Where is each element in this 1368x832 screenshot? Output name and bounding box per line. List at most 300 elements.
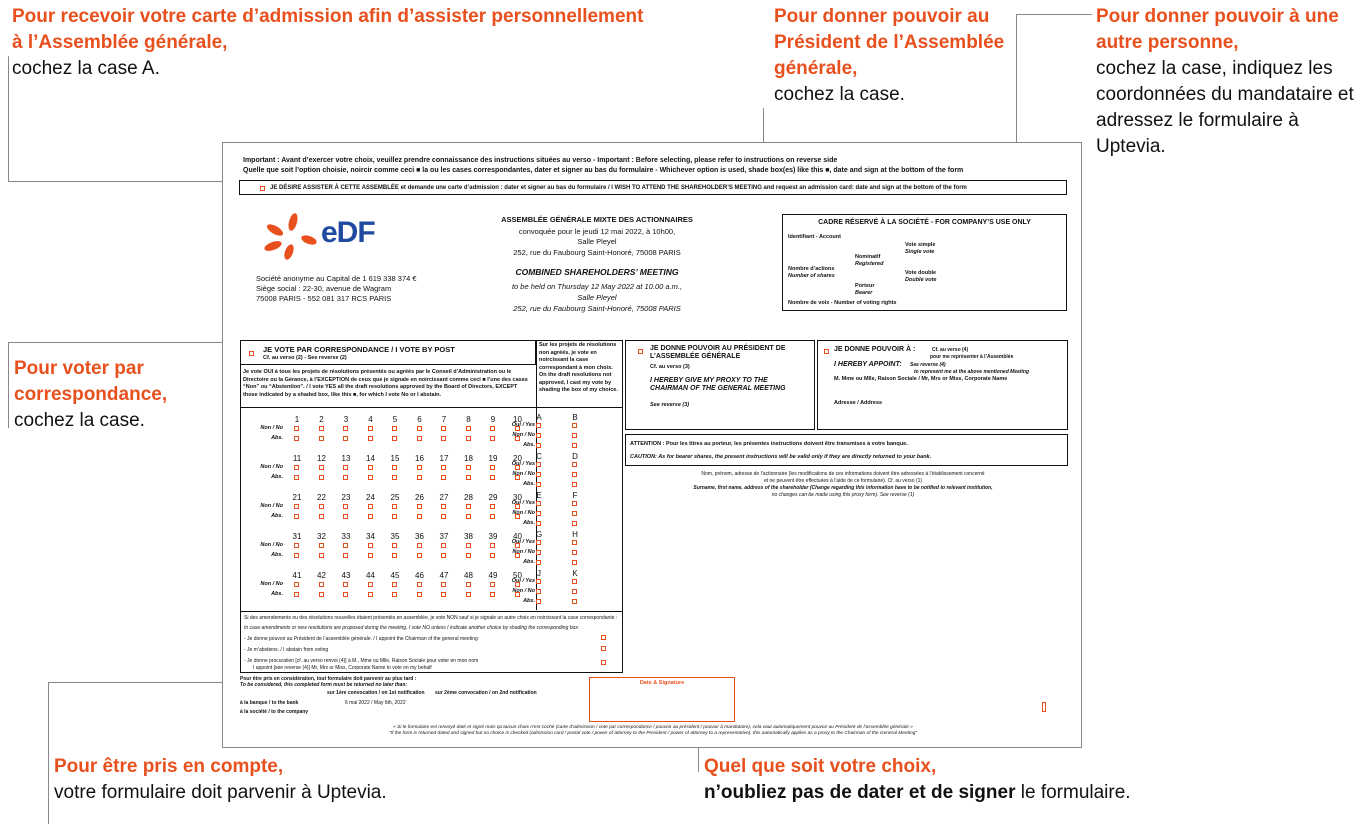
letter-checkbox[interactable] xyxy=(572,599,577,604)
president-box[interactable] xyxy=(625,340,815,430)
letter-checkbox[interactable] xyxy=(536,540,541,545)
annotation-proxy xyxy=(1096,4,1358,160)
deadline-line-1: Pour être pris en considération, tout formulaire doit parvenir au plus tard : xyxy=(240,676,417,682)
resolution-number: 43 xyxy=(341,571,351,580)
resolution-abs-checkbox[interactable] xyxy=(417,436,422,441)
post-vote-ref: Cf. au verso (2) - See reverse (2) xyxy=(263,355,347,361)
post-vote-body: Je vote OUI à tous les projets de résolutions présentés ou agréés par le Conseil d’Administration ou le Directoire ou la Gérance, à l’EXCEPTION de ceux que je signale en noircissant comme ceci ■ l’une des cases “Non” ou “Abstention”. / I vote YES all the draft resolutions approved by the Board of Directors, EXCEPT those indicated by a shaded box, like this ■, for which I vote No or I abstain. xyxy=(243,369,528,398)
company-line-3: 75008 PARIS - 552 081 317 RCS PARIS xyxy=(256,294,392,303)
resolution-no-checkbox[interactable] xyxy=(417,582,422,587)
resolution-abs-checkbox[interactable] xyxy=(490,592,495,597)
amend-option-3: - Je donne procuration [cf. au verso renvoi (4)] à M., Mme ou Mlle, Raison Sociale pour voter en mon nom xyxy=(244,658,479,664)
resolution-no-checkbox[interactable] xyxy=(392,426,397,431)
president-checkbox[interactable] xyxy=(638,349,643,354)
resolution-no-checkbox[interactable] xyxy=(319,582,324,587)
resolution-no-checkbox[interactable] xyxy=(368,543,373,548)
resolution-no-checkbox[interactable] xyxy=(319,543,324,548)
resolution-no-checkbox[interactable] xyxy=(490,426,495,431)
resolution-abs-checkbox[interactable] xyxy=(392,592,397,597)
proxy-en-ref-2: to represent me at the above mentioned Meeting xyxy=(914,369,1030,375)
letter-row-label: Oui / Yes xyxy=(511,461,535,467)
letter-checkbox[interactable] xyxy=(536,579,541,584)
amend-option-2-checkbox[interactable] xyxy=(601,646,606,651)
resolution-abs-checkbox[interactable] xyxy=(368,436,373,441)
label-no: Non / No xyxy=(260,581,283,587)
letter-checkbox[interactable] xyxy=(572,540,577,545)
resolution-number: 31 xyxy=(292,532,302,541)
proxy-en: I HEREBY APPOINT: xyxy=(834,361,902,368)
annotation-proxy-text: cochez la case, indiquez les coordonnées du mandataire et adressez le formulaire à Uptevia. xyxy=(1096,58,1354,157)
resolution-abs-checkbox[interactable] xyxy=(294,592,299,597)
shareholder-line-2: et ne peuvent être effectuées à l’aide de ce formulaire). Cf. au verso (1) xyxy=(763,478,923,484)
attend-checkbox[interactable] xyxy=(260,186,265,191)
resolution-abs-checkbox[interactable] xyxy=(392,475,397,480)
letter-checkbox[interactable] xyxy=(572,521,577,526)
resolution-abs-checkbox[interactable] xyxy=(343,592,348,597)
resolution-abs-checkbox[interactable] xyxy=(441,553,446,558)
resolution-number: 9 xyxy=(490,415,496,424)
footer-line-2: “If the form is returned dated and signed but no choice is checked (admission card / postal vote / power of attorney to the President / power of attorney to a representative), this automatically applies as a proxy to the Chairman of the General Meeting” xyxy=(389,731,917,736)
resolution-abs-checkbox[interactable] xyxy=(490,436,495,441)
resolution-abs-checkbox[interactable] xyxy=(392,553,397,558)
resolution-no-checkbox[interactable] xyxy=(319,465,324,470)
shareholder-line-3: Surname, first name, address of the shareholder (Change regarding this information have to be notified to relevant institution, xyxy=(693,485,993,491)
letter-checkbox[interactable] xyxy=(536,462,541,467)
resolution-number: 29 xyxy=(488,493,498,502)
resolution-abs-checkbox[interactable] xyxy=(319,553,324,558)
resolution-abs-checkbox[interactable] xyxy=(417,475,422,480)
reserved-number-shares: Number of shares xyxy=(788,273,835,279)
resolution-abs-checkbox[interactable] xyxy=(368,592,373,597)
resolution-number: 18 xyxy=(464,454,473,463)
meeting-en-date: to be held on Thursday 12 May 2022 at 10.00 a.m., xyxy=(511,282,683,291)
letter-checkbox[interactable] xyxy=(572,589,577,594)
important-line-1: Important : Avant d’exercer votre choix, veuillez prendre connaissance des instructions situées au verso - Important : Before selecting, please refer to instructions on reverse side xyxy=(243,157,838,164)
resolution-number: 34 xyxy=(366,532,375,541)
letter-checkbox[interactable] xyxy=(536,472,541,477)
resolution-abs-checkbox[interactable] xyxy=(294,436,299,441)
label-no: Non / No xyxy=(260,425,283,431)
post-vote-checkbox[interactable] xyxy=(249,351,254,356)
resolution-no-checkbox[interactable] xyxy=(466,504,471,509)
attend-label: JE DÉSIRE ASSISTER À CETTE ASSEMBLÉE et demande une carte d’admission : dater et signer au bas du formulaire / I WISH TO ATTEND THE SHAREHOLDER’S MEETING and request an admission card: date and sign at the bottom of the form xyxy=(270,185,967,191)
resolution-number: 19 xyxy=(488,454,498,463)
label-no: Non / No xyxy=(260,503,283,509)
amend-option-1-checkbox[interactable] xyxy=(601,635,606,640)
proxy-en-ref: See reverse (4) xyxy=(910,362,946,368)
resolution-number: 10 xyxy=(513,415,522,424)
resolution-no-checkbox[interactable] xyxy=(368,465,373,470)
resolution-number: 38 xyxy=(464,532,473,541)
letter-row-label: Non / No xyxy=(512,471,535,477)
resolution-no-checkbox[interactable] xyxy=(490,465,495,470)
resolution-no-checkbox[interactable] xyxy=(441,582,446,587)
letter-checkbox[interactable] xyxy=(572,433,577,438)
resolution-number: 5 xyxy=(392,415,398,424)
resolution-number: 2 xyxy=(319,415,324,424)
resolution-no-checkbox[interactable] xyxy=(441,543,446,548)
amend-en: In case amendments or new resolutions are proposed during the meeting, I vote NO unless I indicate another choice by shading the corresponding box: xyxy=(244,625,580,631)
president-en-ref: See reverse (3) xyxy=(650,402,690,408)
resolution-number: 46 xyxy=(415,571,424,580)
resolution-abs-checkbox[interactable] xyxy=(368,553,373,558)
attention-text: ATTENTION : Pour les titres au porteur, les présentes instructions doivent être transmises à votre banque. xyxy=(630,441,908,447)
resolution-number: 15 xyxy=(390,454,400,463)
attend-box[interactable] xyxy=(239,180,1067,195)
letter-checkbox[interactable] xyxy=(572,462,577,467)
annotation-post-text: cochez la case. xyxy=(14,410,145,431)
meeting-fr-title: ASSEMBLÉE GÉNÉRALE MIXTE DES ACTIONNAIRES xyxy=(501,215,693,224)
edf-flower-icon xyxy=(259,210,323,260)
post-vote-title: JE VOTE PAR CORRESPONDANCE / I VOTE BY POST xyxy=(263,345,455,354)
amend-fr: Si des amendements ou des résolutions nouvelles étaient présentés en assemblée, je vote NON sauf si je signale un autre choix en noircissant la case correspondante : xyxy=(244,615,618,621)
resolution-abs-checkbox[interactable] xyxy=(343,553,348,558)
resolution-no-checkbox[interactable] xyxy=(343,543,348,548)
annotation-deadline-heading: Pour être pris en compte, xyxy=(54,756,284,777)
resolution-letter: E xyxy=(536,491,542,500)
letter-row-label: Non / No xyxy=(512,549,535,555)
post-vote-divider-h xyxy=(240,407,623,408)
president-en: I HEREBY GIVE MY PROXY TO THE CHAIRMAN OF THE GENERAL MEETING xyxy=(650,377,786,392)
annotation-proxy-heading: Pour donner pouvoir à une autre personne, xyxy=(1096,6,1339,53)
reserved-title: CADRE RÉSERVÉ À LA SOCIÉTÉ - FOR COMPANY’S USE ONLY xyxy=(818,219,1031,226)
resolution-number: 20 xyxy=(513,454,522,463)
annotation-sign xyxy=(704,754,1264,806)
resolution-abs-checkbox[interactable] xyxy=(343,514,348,519)
proxy-address: Adresse / Address xyxy=(834,400,883,406)
letter-checkbox[interactable] xyxy=(572,511,577,516)
label-abs: Abs. xyxy=(271,513,283,519)
letter-row-label: Oui / Yes xyxy=(511,422,535,428)
resolution-number: 45 xyxy=(390,571,400,580)
reserved-double-vote: Double vote xyxy=(905,277,937,283)
leader-line xyxy=(8,56,9,181)
resolution-number: 3 xyxy=(343,415,349,424)
amend-option-2: - Je m’abstiens. / I abstain from voting xyxy=(244,647,329,653)
resolution-number: 42 xyxy=(317,571,326,580)
amend-divider xyxy=(240,611,623,612)
resolution-abs-checkbox[interactable] xyxy=(319,514,324,519)
letter-checkbox[interactable] xyxy=(572,482,577,487)
meeting-fr-address: 252, rue du Faubourg Saint-Honoré, 75008 PARIS xyxy=(513,248,681,257)
resolution-number: 7 xyxy=(441,415,447,424)
letter-checkbox[interactable] xyxy=(572,579,577,584)
resolution-number: 23 xyxy=(341,493,351,502)
resolution-no-checkbox[interactable] xyxy=(441,426,446,431)
leader-line xyxy=(8,342,238,343)
resolution-number: 26 xyxy=(415,493,424,502)
proxy-box[interactable] xyxy=(817,340,1068,430)
resolution-no-checkbox[interactable] xyxy=(490,582,495,587)
reserved-registered: Registered xyxy=(855,261,884,267)
company-line-2: Siège social : 22-30, avenue de Wagram xyxy=(256,284,392,293)
resolution-no-checkbox[interactable] xyxy=(466,543,471,548)
resolution-abs-checkbox[interactable] xyxy=(466,514,471,519)
leader-line xyxy=(48,682,49,824)
resolution-no-checkbox[interactable] xyxy=(368,426,373,431)
annotation-admission xyxy=(12,4,652,82)
annotation-sign-bold: n’oubliez pas de dater et de signer xyxy=(704,782,1016,803)
resolution-no-checkbox[interactable] xyxy=(417,426,422,431)
resolution-number: 35 xyxy=(390,532,400,541)
resolution-abs-checkbox[interactable] xyxy=(490,475,495,480)
annotation-sign-heading: Quel que soit votre choix, xyxy=(704,756,937,777)
letter-checkbox[interactable] xyxy=(536,599,541,604)
letter-row-label: Oui / Yes xyxy=(511,578,535,584)
annotation-admission-text: cochez la case A. xyxy=(12,58,160,79)
corner-mark xyxy=(1042,702,1046,712)
reserved-nominatif: Nominatif xyxy=(855,254,881,260)
resolution-abs-checkbox[interactable] xyxy=(490,514,495,519)
resolution-number: 48 xyxy=(464,571,473,580)
letter-row-label: Abs. xyxy=(523,598,535,604)
resolution-number: 27 xyxy=(439,493,449,502)
resolution-no-checkbox[interactable] xyxy=(392,582,397,587)
resolution-abs-checkbox[interactable] xyxy=(490,553,495,558)
resolution-number: 4 xyxy=(368,415,373,424)
president-title: JE DONNE POUVOIR AU PRÉSIDENT DE L’ASSEMBLÉE GÉNÉRALE xyxy=(650,345,786,360)
resolution-number: 6 xyxy=(417,415,422,424)
resolution-number: 28 xyxy=(464,493,473,502)
proxy-form xyxy=(222,142,1082,748)
resolution-no-checkbox[interactable] xyxy=(490,543,495,548)
letter-checkbox[interactable] xyxy=(572,472,577,477)
resolution-abs-checkbox[interactable] xyxy=(441,514,446,519)
reserved-nombre-actions: Nombre d’actions xyxy=(788,266,835,272)
resolution-no-checkbox[interactable] xyxy=(294,465,299,470)
resolution-abs-checkbox[interactable] xyxy=(417,514,422,519)
resolution-no-checkbox[interactable] xyxy=(417,504,422,509)
letter-checkbox[interactable] xyxy=(572,423,577,428)
resolution-no-checkbox[interactable] xyxy=(294,504,299,509)
letter-checkbox[interactable] xyxy=(536,443,541,448)
resolution-no-checkbox[interactable] xyxy=(368,504,373,509)
proxy-ref: Cf. au verso (4) xyxy=(932,347,969,353)
meeting-en-address: 252, rue du Faubourg Saint-Honoré, 75008 PARIS xyxy=(513,304,681,313)
resolution-no-checkbox[interactable] xyxy=(392,543,397,548)
resolution-abs-checkbox[interactable] xyxy=(343,436,348,441)
amend-option-3-checkbox[interactable] xyxy=(601,660,606,665)
resolution-letter: G xyxy=(535,530,543,539)
attention-box xyxy=(625,434,1068,466)
resolution-no-checkbox[interactable] xyxy=(466,465,471,470)
resolution-number: 40 xyxy=(513,532,522,541)
resolution-no-checkbox[interactable] xyxy=(368,582,373,587)
resolution-abs-checkbox[interactable] xyxy=(417,592,422,597)
resolution-letter: F xyxy=(572,491,578,500)
letter-row-label: Abs. xyxy=(523,559,535,565)
reserved-vote-double: Vote double xyxy=(905,270,937,276)
resolution-number: 12 xyxy=(317,454,326,463)
label-abs: Abs. xyxy=(271,552,283,558)
letter-checkbox[interactable] xyxy=(536,550,541,555)
resolution-abs-checkbox[interactable] xyxy=(441,592,446,597)
meeting-en-title: COMBINED SHAREHOLDERS’ MEETING xyxy=(515,267,679,277)
resolution-number: 33 xyxy=(341,532,351,541)
annotation-president-text: cochez la case. xyxy=(774,84,905,105)
label-no: Non / No xyxy=(260,464,283,470)
letter-checkbox[interactable] xyxy=(572,560,577,565)
resolution-no-checkbox[interactable] xyxy=(319,426,324,431)
letter-checkbox[interactable] xyxy=(536,511,541,516)
meeting-fr-date: convoquée pour le jeudi 12 mai 2022, à 10h00, xyxy=(518,227,676,236)
resolution-no-checkbox[interactable] xyxy=(294,543,299,548)
resolution-number: 44 xyxy=(366,571,375,580)
president-ref: Cf. au verso (3) xyxy=(650,364,690,370)
resolution-letter: B xyxy=(572,413,578,422)
letter-row-label: Oui / Yes xyxy=(511,500,535,506)
resolution-number: 47 xyxy=(439,571,449,580)
meeting-fr-venue: Salle Pleyel xyxy=(577,237,617,246)
footer-line-1: « Si le formulaire est renvoyé daté et signé mais qu’aucun choix n’est coché (carte d’admission / vote par correspondance / pouvoir au président / pouvoir à mandataire), cela vaut automatiquement pouvoir au Président de l’assemblée générale » xyxy=(393,725,913,730)
resolution-letter: C xyxy=(536,452,542,461)
resolution-no-checkbox[interactable] xyxy=(466,582,471,587)
resolution-letter: H xyxy=(572,530,578,539)
deadline-company: à la société / to the company xyxy=(240,709,309,715)
letter-checkbox[interactable] xyxy=(536,501,541,506)
post-vote-header[interactable] xyxy=(240,340,536,365)
reserved-identifiant: Identifiant - Account xyxy=(788,234,841,240)
resolution-letter: D xyxy=(572,452,578,461)
edf-logo-text: eDF xyxy=(321,216,375,249)
letter-checkbox[interactable] xyxy=(572,443,577,448)
edf-logo xyxy=(259,210,399,260)
annotation-post-heading: Pour voter par correspondance, xyxy=(14,358,168,405)
resolution-abs-checkbox[interactable] xyxy=(466,592,471,597)
letter-row-label: Oui / Yes xyxy=(511,539,535,545)
resolution-no-checkbox[interactable] xyxy=(417,543,422,548)
resolution-abs-checkbox[interactable] xyxy=(441,436,446,441)
resolution-no-checkbox[interactable] xyxy=(319,504,324,509)
resolution-number: 49 xyxy=(488,571,498,580)
resolution-number: 30 xyxy=(513,493,522,502)
resolution-abs-checkbox[interactable] xyxy=(294,514,299,519)
resolution-number: 37 xyxy=(439,532,449,541)
resolution-number: 22 xyxy=(317,493,326,502)
resolution-abs-checkbox[interactable] xyxy=(392,436,397,441)
annotation-deadline xyxy=(54,754,494,806)
letter-row-label: Non / No xyxy=(512,432,535,438)
resolution-number: 39 xyxy=(488,532,498,541)
signature-box[interactable] xyxy=(589,677,735,722)
company-line-1: Société anonyme au Capital de 1 619 338 374 € xyxy=(256,274,417,283)
annotation-admission-heading: Pour recevoir votre carte d’admission afin d’assister personnellement à l’Assemblée générale, xyxy=(12,6,644,53)
resolution-abs-checkbox[interactable] xyxy=(417,553,422,558)
proxy-title: JE DONNE POUVOIR À : xyxy=(834,346,916,353)
meeting-en-venue: Salle Pleyel xyxy=(577,293,617,302)
resolution-number: 32 xyxy=(317,532,326,541)
resolution-abs-checkbox[interactable] xyxy=(441,475,446,480)
resolution-no-checkbox[interactable] xyxy=(343,582,348,587)
letter-checkbox[interactable] xyxy=(536,521,541,526)
resolution-no-checkbox[interactable] xyxy=(343,504,348,509)
resolution-abs-checkbox[interactable] xyxy=(466,436,471,441)
resolution-abs-checkbox[interactable] xyxy=(368,475,373,480)
proxy-checkbox[interactable] xyxy=(824,349,829,354)
resolution-no-checkbox[interactable] xyxy=(294,426,299,431)
resolution-number: 1 xyxy=(294,415,300,424)
proxy-name: M. Mme ou Mlle, Raison Sociale / Mr, Mrs or Miss, Corporate Name xyxy=(834,376,1008,382)
post-vote-side: Sur les projets de résolutions non agréés, je vote en noircissant la case correspondant à mon choix. On the draft resolutions not approved, I cast my vote by shading the box of my choice. xyxy=(539,342,618,393)
amend-option-4: I appoint [see reverse (4)] Mr, Mrs or Miss, Corporate Name to vote on my behalf xyxy=(253,665,432,671)
resolution-number: 24 xyxy=(366,493,375,502)
annotation-deadline-text: votre formulaire doit parvenir à Uptevia. xyxy=(54,782,387,803)
resolution-number: 21 xyxy=(292,493,302,502)
shareholder-line-1: Nom, prénom, adresse de l’actionnaire (les modifications de ces informations doivent être adressées à l’établissement concerné xyxy=(701,471,985,477)
resolution-number: 8 xyxy=(466,415,471,424)
leader-line xyxy=(8,342,9,428)
resolution-abs-checkbox[interactable] xyxy=(319,436,324,441)
letter-checkbox[interactable] xyxy=(536,433,541,438)
resolution-abs-checkbox[interactable] xyxy=(368,514,373,519)
resolution-abs-checkbox[interactable] xyxy=(343,475,348,480)
annotation-sign-text: le formulaire. xyxy=(1015,782,1131,803)
resolution-abs-checkbox[interactable] xyxy=(319,475,324,480)
resolution-no-checkbox[interactable] xyxy=(441,465,446,470)
resolution-number: 11 xyxy=(292,454,302,463)
resolution-number: 16 xyxy=(415,454,424,463)
letter-checkbox[interactable] xyxy=(536,560,541,565)
annotation-president-heading: Pour donner pouvoir au Président de l’Assemblée générale, xyxy=(774,6,1005,79)
proxy-ref-2: pour me représenter à l’Assemblée xyxy=(930,354,1014,360)
reserved-single-vote: Single vote xyxy=(905,249,935,255)
resolution-no-checkbox[interactable] xyxy=(417,465,422,470)
label-no: Non / No xyxy=(260,542,283,548)
letter-row-label: Abs. xyxy=(523,481,535,487)
reserved-nombre-voix: Nombre de voix - Number of voting rights xyxy=(788,300,897,306)
label-abs: Abs. xyxy=(271,474,283,480)
letter-row-label: Abs. xyxy=(523,520,535,526)
resolution-number: 14 xyxy=(366,454,375,463)
deadline-line-2: To be considered, this completed form must be returned no later than: xyxy=(240,682,408,688)
resolution-number: 50 xyxy=(513,571,522,580)
resolution-abs-checkbox[interactable] xyxy=(466,553,471,558)
resolution-no-checkbox[interactable] xyxy=(441,504,446,509)
letter-row-label: Non / No xyxy=(512,510,535,516)
important-line-2: Quelle que soit l’option choisie, noircir comme ceci ■ la ou les cases correspondantes, dater et signer au bas du formulaire - Whichever option is used, shade box(es) like this ■, date and sign at the bottom of the form xyxy=(243,167,964,174)
resolution-number: 41 xyxy=(292,571,302,580)
resolution-no-checkbox[interactable] xyxy=(343,465,348,470)
letter-checkbox[interactable] xyxy=(536,589,541,594)
letter-checkbox[interactable] xyxy=(536,482,541,487)
shareholder-line-4: no changes can be made using this proxy form). See reverse (1) xyxy=(771,492,915,498)
label-abs: Abs. xyxy=(271,591,283,597)
resolution-no-checkbox[interactable] xyxy=(490,504,495,509)
letter-checkbox[interactable] xyxy=(536,423,541,428)
resolution-no-checkbox[interactable] xyxy=(466,426,471,431)
resolution-abs-checkbox[interactable] xyxy=(319,592,324,597)
letter-checkbox[interactable] xyxy=(572,501,577,506)
resolution-abs-checkbox[interactable] xyxy=(466,475,471,480)
resolution-abs-checkbox[interactable] xyxy=(392,514,397,519)
letter-checkbox[interactable] xyxy=(572,550,577,555)
company-reserved-box xyxy=(782,214,1067,311)
conv-1: sur 1ère convocation / on 1st notification xyxy=(327,690,425,696)
resolution-no-checkbox[interactable] xyxy=(343,426,348,431)
resolution-no-checkbox[interactable] xyxy=(294,582,299,587)
resolution-number: 13 xyxy=(341,454,351,463)
conv-2: sur 2ème convocation / on 2nd notification xyxy=(435,690,537,696)
annotation-president xyxy=(774,4,1014,108)
caution-text: CAUTION: As for bearer shares, the present instructions will be valid only if they are directly returned to your bank. xyxy=(630,454,932,460)
resolution-abs-checkbox[interactable] xyxy=(294,553,299,558)
resolution-abs-checkbox[interactable] xyxy=(294,475,299,480)
reserved-bearer: Bearer xyxy=(855,290,873,296)
resolution-no-checkbox[interactable] xyxy=(392,465,397,470)
reserved-vote-simple: Vote simple xyxy=(905,242,936,248)
resolution-number: 36 xyxy=(415,532,424,541)
resolution-no-checkbox[interactable] xyxy=(392,504,397,509)
